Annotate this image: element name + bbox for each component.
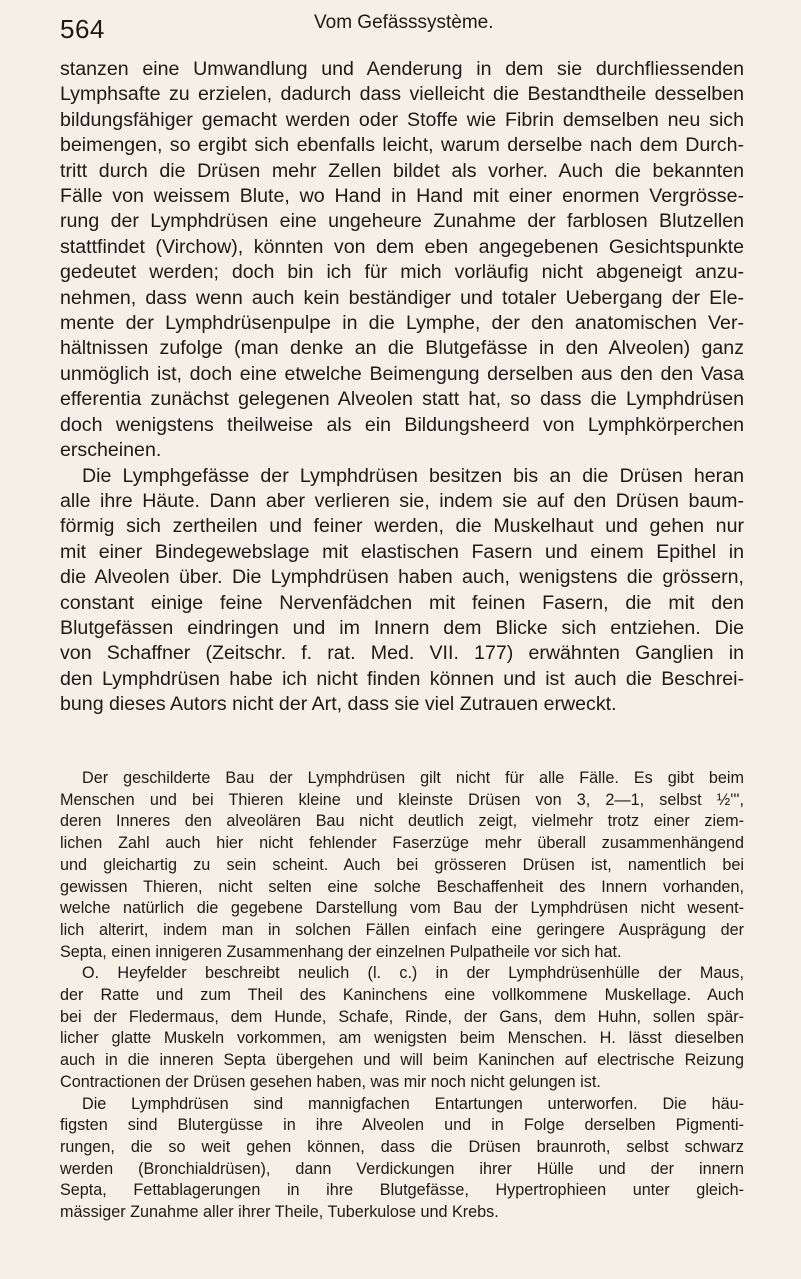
text-line: von Schaffner (Zeitschr. f. rat. Med. VII. 177) erwähnten Ganglien in: [60, 642, 744, 665]
text-line: den Lymphdrüsen habe ich nicht finden können und ist auch die Beschrei-: [60, 667, 744, 690]
note-line: Septa, Fettablagerungen in ihre Blutgefässe, Hypertrophieen unter gleich-: [60, 1181, 744, 1200]
note-line: mässiger Zunahme aller ihrer Theile, Tuberkulose und Krebs.: [60, 1203, 499, 1222]
text-line: bung dieses Autors nicht der Art, dass sie viel Zutrauen erweckt.: [60, 693, 617, 716]
note-line: welche natürlich die gegebene Darstellung vom Bau der Lymphdrüsen nicht wesent-: [60, 899, 744, 918]
text-line: bildungsfähiger gemacht werden oder Stoffe wie Fibrin demselben neu sich: [60, 108, 744, 131]
note-line: der Ratte und zum Theil des Kaninchens eine vollkommene Muskellage. Auch: [60, 986, 744, 1005]
note-line: auch in die inneren Septa übergehen und will beim Kaninchen auf electrische Reizung: [60, 1051, 744, 1070]
note-line: lich alterirt, indem man in solchen Fällen einfach eine geringere Ausprägung der: [60, 920, 744, 939]
text-line: Die Lymphgefässe der Lymphdrüsen besitzen bis an die Drüsen heran: [82, 464, 744, 487]
note-line: deren Inneres den alveolären Bau nicht deutlich zeigt, vielmehr trotz einer ziem-: [60, 812, 744, 831]
text-line: hältnissen zufolge (man denke an die Blutgefässe in den Alveolen) ganz: [60, 337, 744, 360]
text-line: Fälle von weissem Blute, wo Hand in Hand mit einer enormen Vergrösse-: [60, 185, 744, 208]
text-line: förmig sich zertheilen und feiner werden, die Muskelhaut und gehen nur: [60, 515, 744, 538]
note-line: Menschen und bei Thieren kleine und kleinste Drüsen von 3, 2—1, selbst ½''',: [60, 790, 744, 809]
note-line: figsten sind Blutergüsse in ihre Alveolen und in Folge derselben Pigmenti-: [60, 1116, 744, 1135]
text-line: nehmen, dass wenn auch kein beständiger und totaler Uebergang der Ele-: [60, 286, 744, 309]
text-line: mit einer Bindegewebslage mit elastischen Fasern und einem Epithel in: [60, 540, 744, 563]
note-line: Septa, einen innigeren Zusammenhang der einzelnen Pulpatheile vor sich hat.: [60, 942, 622, 961]
text-line: doch wenigstens theilweise als ein Bildungsheerd von Lymphkörperchen: [60, 413, 744, 436]
text-line: stanzen eine Umwandlung und Aenderung in dem sie durchfliessenden: [60, 58, 744, 80]
text-line: mente der Lymphdrüsenpulpe in die Lymphe, der den anatomischen Ver-: [60, 312, 744, 335]
text-line: efferentia zunächst gelegenen Alveolen statt hat, so dass die Lymphdrüsen: [60, 388, 744, 411]
footnotes: [60, 768, 744, 1224]
text-line: Blutgefässen eindringen und im Innern dem Blicke sich entziehen. Die: [60, 616, 744, 639]
text-line: gedeutet werden; doch bin ich für mich vorläufig nicht abgeneigt anzu-: [60, 261, 744, 284]
main-text: [60, 57, 744, 718]
note-line: Contractionen der Drüsen gesehen haben, was mir noch nicht gelungen ist.: [60, 1072, 601, 1091]
note-line: Der geschilderte Bau der Lymphdrüsen gilt nicht für alle Fälle. Es gibt beim: [82, 769, 744, 787]
note-line: und gleichartig zu sein scheint. Auch bei grösseren Drüsen ist, namentlich bei: [60, 855, 744, 874]
text-line: beimengen, so ergibt sich ebenfalls leicht, warum derselbe nach dem Durch-: [60, 134, 744, 157]
text-line: unmöglich ist, doch eine etwelche Beimengung derselben aus den den Vasa: [60, 362, 744, 385]
text-line: erscheinen.: [60, 439, 162, 462]
note-line: rungen, die so weit gehen können, dass die Drüsen braunroth, selbst schwarz: [60, 1137, 744, 1156]
text-line: Lymphsafte zu erzielen, dadurch dass vielleicht die Bestandtheile desselben: [60, 83, 744, 106]
page-number: 564: [60, 14, 105, 44]
running-head: Vom Gefässsystème.: [314, 12, 494, 33]
note-line: werden (Bronchialdrüsen), dann Verdickungen ihrer Hülle und der innern: [60, 1159, 744, 1178]
page-header: [60, 8, 750, 48]
text-line: stattfindet (Virchow), könnten von dem eben angegebenen Gesichtspunkte: [60, 235, 744, 258]
text-line: rung der Lymphdrüsen eine ungeheure Zunahme der farblosen Blutzellen: [60, 210, 744, 233]
note-line: O. Heyfelder beschreibt neulich (l. c.) in der Lymphdrüsenhülle der Maus,: [82, 964, 744, 983]
note-line: gewissen Thieren, nicht selten eine solche Beschaffenheit des Innern vorhanden,: [60, 877, 744, 896]
note-line: licher glatte Muskeln vorkommen, am wenigsten beim Menschen. H. lässt dieselben: [60, 1029, 744, 1048]
note-line: lichen Zahl auch hier nicht fehlender Faserzüge mehr überall zusammenhängend: [60, 834, 744, 853]
text-line: alle ihre Häute. Dann aber verlieren sie, indem sie auf den Drüsen baum-: [60, 489, 744, 512]
text-line: tritt durch die Drüsen mehr Zellen bildet als vorher. Auch die bekannten: [60, 159, 744, 182]
text-line: constant einige feine Nervenfädchen mit feinen Fasern, die mit den: [60, 591, 744, 614]
text-line: die Alveolen über. Die Lymphdrüsen haben auch, wenigstens die grössern,: [60, 566, 744, 589]
note-line: Die Lymphdrüsen sind mannigfachen Entartungen unterworfen. Die häu-: [82, 1094, 744, 1113]
note-line: bei der Fledermaus, dem Hunde, Schafe, Rinde, der Gans, dem Huhn, sollen spär-: [60, 1007, 744, 1026]
